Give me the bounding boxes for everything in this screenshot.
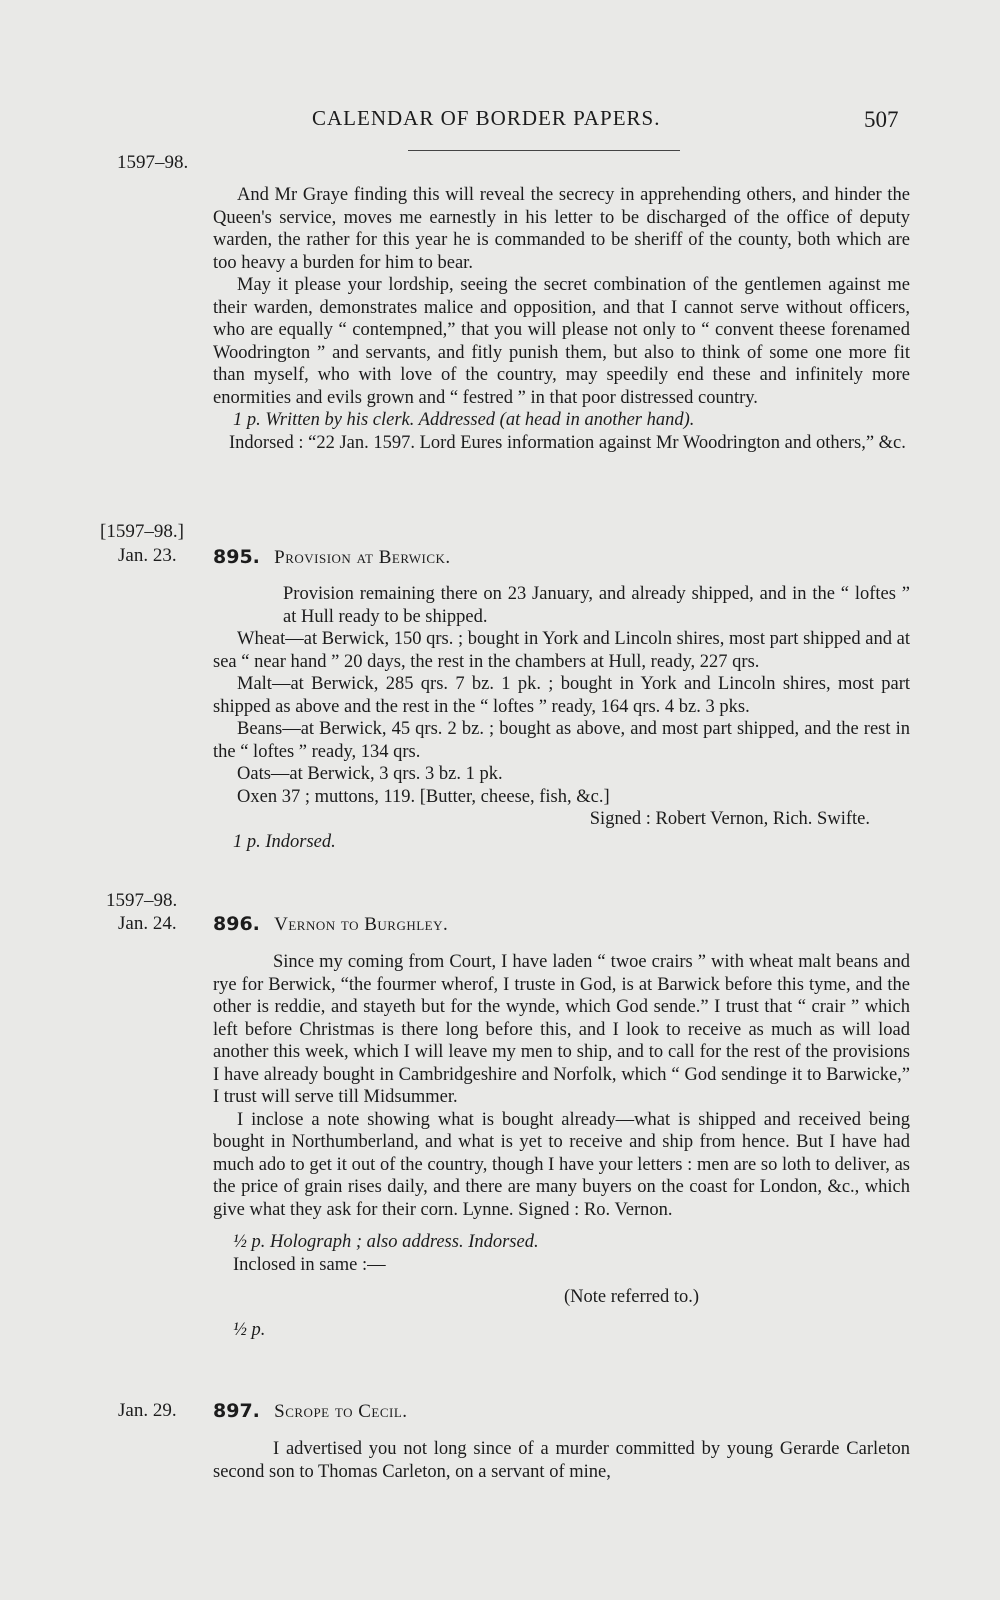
margin-date: 1597–98. [106, 890, 178, 911]
paragraph: I advertised you not long since of a murder committed by young Gerarde Carleton second son to Thomas Carleton, on a servant of mine, [213, 1439, 910, 1482]
entry-heading-896 [213, 913, 448, 936]
entry-title: Scrope to Cecil. [274, 1401, 408, 1422]
paragraph: And Mr Graye finding this will reveal the secrecy in apprehending others, and hinder the Queen's service, moves me earnestly in his letter to be discharged of the office of deputy warden, the rather for this year he is commanded to be sheriff of the county, both which are too heavy a burden for him to bear. [213, 185, 910, 273]
enclosure-note: (Note referred to.) [563, 1287, 700, 1307]
entry-title: Provision at Berwick. [274, 547, 451, 568]
running-header: CALENDAR OF BORDER PAPERS. [312, 106, 661, 130]
beans-line: Beans—at Berwick, 45 qrs. 2 bz. ; bought as above, and most part shipped, and the rest in the “ loftes ” ready, 134 qrs. [213, 719, 910, 762]
margin-date: 1597–98. [117, 152, 189, 173]
paragraph: Since my coming from Court, I have laden “ twoe crairs ” with wheat malt beans and rye for Berwick, “the fourmer wherof, I truste in God, is at Barwick before this tyme, and the other is reddie, and stayeth but for the wynde, which God sende.” I trust that “ crair ” which left before Christmas is there long before this, and I look to receive as much as will load another this week, which I will leave my men to ship, and to call for the rest of the provisions I have already bought in Cambridgeshire and Norfolk, which “ God sendinge it to Barwicke,” I trust will serve till Midsummer. [213, 952, 910, 1107]
entry-heading-897 [213, 1400, 408, 1423]
margin-date: Jan. 24. [118, 913, 177, 934]
entry-895-body [213, 583, 910, 853]
letter-continuation [213, 184, 910, 454]
margin-date: [1597–98.] [100, 521, 184, 542]
entry-number: 896. [213, 913, 260, 935]
paragraph: I inclose a note showing what is bought already—what is shipped and received being bought in Northumberland, and what is yet to receive and ship from hence. But I have had much ado to get it out of the country, though I have your letters : men are so loth to deliver, as the price of grain rises daily, and there are many buyers on the coast for London, &c., which give what they ask for their corn. Lynne. Signed : Ro. Vernon. [213, 1109, 910, 1220]
document-note: 1 p. Written by his clerk. Addressed (at head in another hand). [233, 410, 695, 430]
margin-date: Jan. 29. [118, 1400, 177, 1421]
entry-896-body [213, 951, 910, 1341]
indorsement-note: Indorsed : “22 Jan. 1597. Lord Eures information against Mr Woodrington and others,” &c. [229, 432, 906, 453]
oxen-line: Oxen 37 ; muttons, 119. [Butter, cheese, fish, &c.] [237, 786, 610, 807]
signature-line: Signed : Robert Vernon, Rich. Swifte. [589, 809, 870, 829]
document-note: ½ p. [233, 1319, 266, 1340]
entry-title: Vernon to Burghley. [274, 914, 449, 935]
page-number: 507 [864, 107, 899, 132]
entry-heading-895 [213, 546, 451, 569]
margin-date: Jan. 23. [118, 545, 177, 566]
paragraph: Provision remaining there on 23 January, and already shipped, and in the “ loftes ” at Hull ready to be shipped. [283, 584, 910, 627]
header-rule [408, 150, 680, 151]
paragraph: May it please your lordship, seeing the secret combination of the gentlemen against me their warden, demonstrates malice and opposition, and that I cannot serve without officers, who are equally “ contempned,” that you will please not only to “ convent theese forenamed Woodrington ” and servants, and fitly punish them, but also to think of some one more fit than myself, who with love of the country, may speedily end these and infinitely more enormities and evils grown and “ festred ” in that poor distressed country. [213, 275, 910, 408]
wheat-line: Wheat—at Berwick, 150 qrs. ; bought in York and Lincoln shires, most part shipped and at sea “ near hand ” 20 days, the rest in the chambers at Hull, ready, 227 qrs. [213, 629, 910, 672]
entry-897-body [213, 1438, 910, 1483]
document-note: 1 p. Indorsed. [233, 831, 336, 852]
enclosure-label: Inclosed in same :— [233, 1254, 386, 1275]
entry-number: 895. [213, 546, 260, 568]
entry-number: 897. [213, 1400, 260, 1422]
document-note: ½ p. Holograph ; also address. Indorsed. [233, 1232, 539, 1252]
oats-line: Oats—at Berwick, 3 qrs. 3 bz. 1 pk. [237, 764, 503, 784]
malt-line: Malt—at Berwick, 285 qrs. 7 bz. 1 pk. ; bought in York and Lincoln shires, most part shipped as above and the rest in the “ loftes ” ready, 164 qrs. 4 bz. 3 pks. [213, 674, 910, 717]
